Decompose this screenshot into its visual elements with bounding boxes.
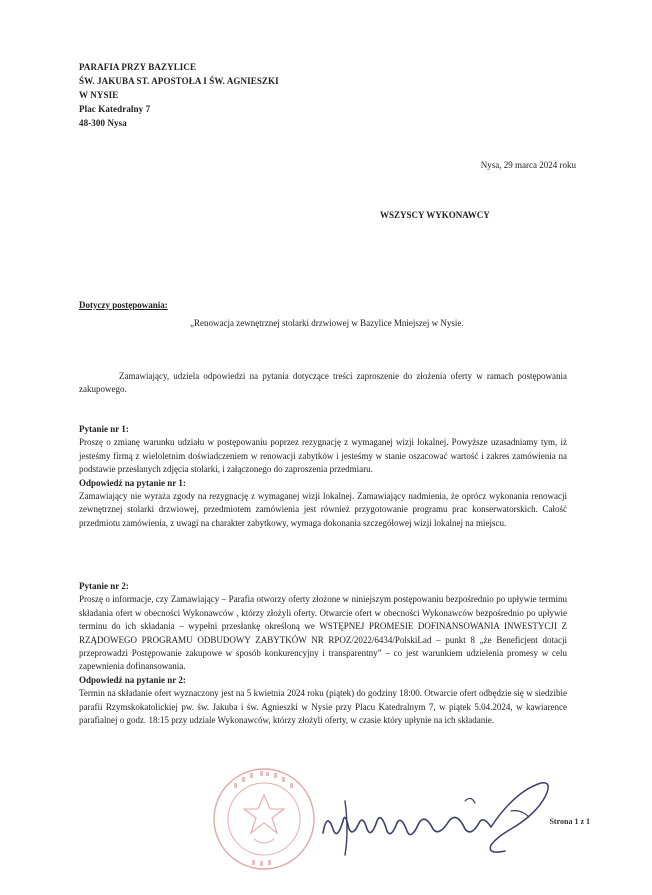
recipient: WSZYSCY WYKONAWCY xyxy=(380,210,490,220)
answer-2-label: Odpowiedź na pytanie nr 2: xyxy=(79,674,186,685)
address-line-2: ŚW. JAKUBA ST. APOSTOŁA I ŚW. AGNIESZKI xyxy=(79,76,279,86)
document-date: Nysa, 29 marca 2024 roku xyxy=(480,160,576,170)
question-1-text: Proszę o zmianę warunku udziału w postępowaniu poprzez rezygnację z wymaganej wizji lokalnej. Powyższe uzasadniamy tym, iż jesteśmy firmą z wieloletnim doświadczeniem w renowacji zabytków i jesteśmy w stanie oszacować wartość i zakres zamówienia na podstawie przesłanych zdjęcia stolarki, i załączonego do zaproszenia przedmiaru. xyxy=(79,437,567,475)
answer-1-text: Zamawiający nie wyraża zgody na rezygnację z wymaganej wizji lokalnej. Zamawiający nadmienia, że oprócz wykonania renowacji zewnętrznej stolarki drzwiowej, przedmiotem zamówienia jest również przygotowanie programu prac konserwatorskich. Całość przedmiotu zamówienia, z uwagi na charakter zabytkowy, wymaga dokonania szczegółowej wizji lokalnej na miejscu. xyxy=(79,491,567,528)
address-line-1: PARAFIA PRZY BAZYLICE xyxy=(79,62,197,72)
handwritten-signature-icon xyxy=(315,771,555,861)
question-1-label: Pytanie nr 1: xyxy=(79,424,129,434)
subject-label: Dotyczy postępowania: xyxy=(79,300,168,310)
page-number: Strona 1 z 1 xyxy=(549,817,590,826)
question-2-text: Proszę o informacje, czy Zamawiający – Parafia otworzy oferty złożone w niniejszym postępowaniu bezpośrednio po upływie terminu składania ofert w obecności Wykonawców , którzy złożyli oferty. Otwarcie ofert w obecności Wykonawców bezpośrednio po upływie terminu do ich składania – wypełni przesłankę określoną we WSTĘPNEJ PROMESIE DOFINANSOWANIA INWESTYCJI Z RZĄDOWEGO PROGRAMU ODBUDOWY ZABYTKÓW NR RPOZ/2022/6434/PolskiLad – punkt 8 „że Beneficjent dotacji przeprowadzi Postępowanie zakupowe w sposób konkurencyjny i transparentny” – co jest warunkiem udzielenia promesy w celu zapewnienia dofinansowania. xyxy=(79,594,567,672)
question-2-label: Pytanie nr 2: xyxy=(79,581,129,591)
address-line-5: 48-300 Nysa xyxy=(79,118,127,128)
parish-address-block xyxy=(79,60,279,130)
question-1-block xyxy=(79,423,567,530)
intro-paragraph: Zamawiający, udziela odpowiedzi na pytania dotyczące treści zaproszenie do złożenia oferty w ramach postępowania zakupowego. xyxy=(79,371,567,395)
answer-2-text: Termin na składanie ofert wyznaczony jest na 5 kwietnia 2024 roku (piątek) do godziny 18:00. Otwarcie ofert odbędzie się w siedzibie parafii Rzymskokatolickiej pw. św. Jakuba i św. Agnieszki w Nysie przy Placu Katedralnym 7, w piątek 5.04.2024, w kawiarence parafialnej o godz. 18:15 przy udziale Wykonawców, którzy złożyli oferty, w czasie który upłynie na ich składanie. xyxy=(79,688,567,726)
address-line-3: W NYSIE xyxy=(79,90,119,100)
address-line-4: Plac Katedralny 7 xyxy=(79,104,151,114)
answer-1-label: Odpowiedź na pytanie nr 1: xyxy=(79,477,186,488)
subject-text: „Renowacja zewnętrznej stolarki drzwiowej w Bazylice Mniejszej w Nysie. xyxy=(190,318,464,328)
question-2-block xyxy=(79,580,567,727)
signature-area xyxy=(210,765,590,875)
parish-stamp-icon xyxy=(210,765,318,873)
